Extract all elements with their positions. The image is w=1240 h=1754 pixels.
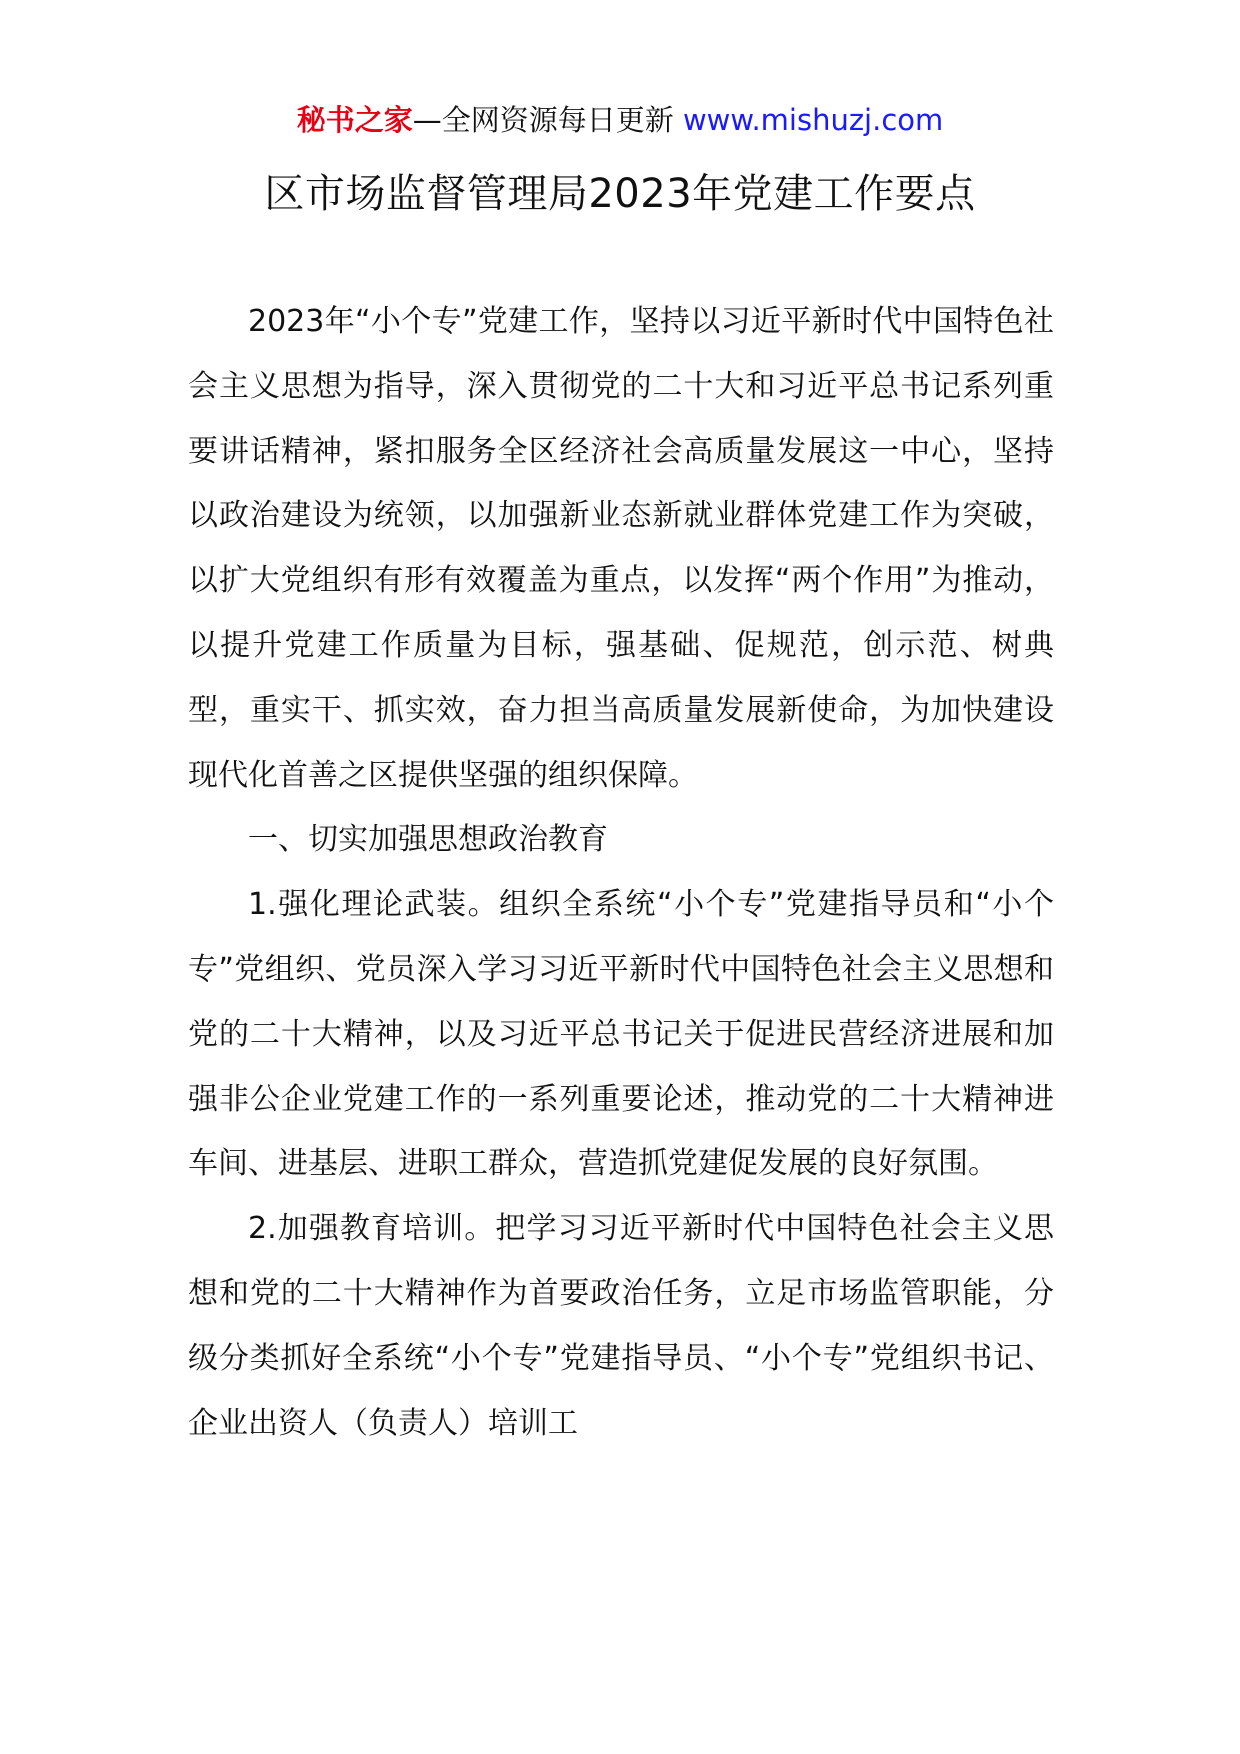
site-watermark-header [0,100,1240,140]
item-paragraph-2: 2.加强教育培训。把学习习近平新时代中国特色社会主义思想和党的二十大精神作为首要政治任务，立足市场监管职能，分级分类抓好全系统“小个专”党建指导员、“小个专”党组织书记、企业出资人（负责人）培训工 [188,1211,1054,1441]
brand-name: 秘书之家 [296,103,413,137]
section-heading: 一、切实加强思想政治教育 [248,822,608,858]
brand-slogan: —全网资源每日更新 [412,103,683,137]
document-body [188,290,1054,1456]
document-title: 区市场监督管理局2023年党建工作要点 [264,171,976,217]
intro-paragraph: 2023年“小个专”党建工作，坚持以习近平新时代中国特色社会主义思想为指导，深入贯彻党的二十大和习近平总书记系列重要讲话精神，紧扣服务全区经济社会高质量发展这一中心，坚持以政治建设为统领，以加强新业态新就业群体党建工作为突破，以扩大党组织有形有效覆盖为重点，以发挥“两个作用”为推动，以提升党建工作质量为目标，强基础、促规范，创示范、树典型，重实干、抓实效，奋力担当高质量发展新使命，为加快建设现代化首善之区提供坚强的组织保障。 [188,304,1054,793]
item-paragraph-1: 1.强化理论武装。组织全系统“小个专”党建指导员和“小个专”党组织、党员深入学习习近平新时代中国特色社会主义思想和党的二十大精神，以及习近平总书记关于促进民营经济进展和加强非公企业党建工作的一系列重要论述，推动党的二十大精神进车间、进基层、进职工群众，营造抓党建促发展的良好氛围。 [188,887,1054,1182]
site-url[interactable]: www.mishuzj.com [682,103,944,137]
